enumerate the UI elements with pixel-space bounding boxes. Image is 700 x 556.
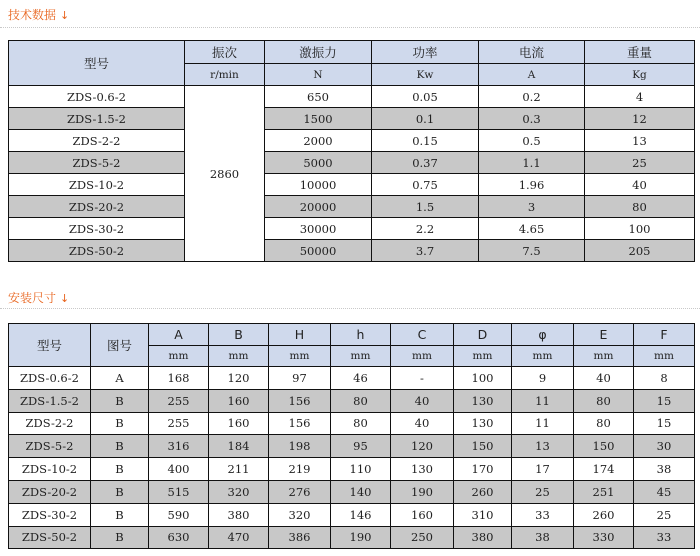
- unit-cell: mm: [574, 346, 634, 367]
- force-cell: 30000: [265, 218, 372, 240]
- current-cell: 0.2: [479, 86, 585, 108]
- column-header: D: [454, 324, 512, 346]
- model-cell: ZDS-0.6-2: [9, 86, 185, 108]
- column-header: 型号: [9, 41, 185, 86]
- section-title-install-size: [8, 289, 69, 306]
- section-divider: [0, 27, 700, 28]
- current-cell: 3: [479, 196, 585, 218]
- column-header: 激振力: [265, 41, 372, 64]
- value-cell: 40: [574, 367, 634, 390]
- header-row: [9, 41, 695, 64]
- table-row: [9, 389, 695, 412]
- value-cell: 276: [269, 480, 331, 503]
- value-cell: 156: [269, 412, 331, 435]
- current-cell: 0.5: [479, 130, 585, 152]
- value-cell: A: [91, 367, 149, 390]
- value-cell: B: [91, 389, 149, 412]
- value-cell: 150: [454, 435, 512, 458]
- value-cell: 33: [512, 503, 574, 526]
- weight-cell: 25: [585, 152, 695, 174]
- value-cell: 97: [269, 367, 331, 390]
- value-cell: 15: [634, 412, 695, 435]
- value-cell: 320: [209, 480, 269, 503]
- table-row: [9, 196, 695, 218]
- current-cell: 1.96: [479, 174, 585, 196]
- model-cell: ZDS-50-2: [9, 526, 91, 549]
- value-cell: 130: [391, 458, 454, 481]
- unit-cell: N: [265, 64, 372, 86]
- arrow-down-icon: ↓: [60, 9, 70, 22]
- column-header: φ: [512, 324, 574, 346]
- force-cell: 20000: [265, 196, 372, 218]
- value-cell: 140: [331, 480, 391, 503]
- value-cell: 190: [331, 526, 391, 549]
- column-header: C: [391, 324, 454, 346]
- value-cell: 25: [634, 503, 695, 526]
- force-cell: 1500: [265, 108, 372, 130]
- value-cell: B: [91, 458, 149, 481]
- force-cell: 650: [265, 86, 372, 108]
- value-cell: 100: [454, 367, 512, 390]
- value-cell: 515: [149, 480, 209, 503]
- power-cell: 0.15: [372, 130, 479, 152]
- value-cell: 255: [149, 389, 209, 412]
- current-cell: 7.5: [479, 240, 585, 262]
- table-row: [9, 218, 695, 240]
- unit-cell: r/min: [185, 64, 265, 86]
- table-row: [9, 152, 695, 174]
- unit-cell: A: [479, 64, 585, 86]
- value-cell: 198: [269, 435, 331, 458]
- weight-cell: 80: [585, 196, 695, 218]
- weight-cell: 100: [585, 218, 695, 240]
- value-cell: 160: [209, 412, 269, 435]
- value-cell: -: [391, 367, 454, 390]
- model-cell: ZDS-1.5-2: [9, 389, 91, 412]
- column-header: E: [574, 324, 634, 346]
- value-cell: 150: [574, 435, 634, 458]
- table-row: [9, 503, 695, 526]
- value-cell: B: [91, 412, 149, 435]
- value-cell: 380: [454, 526, 512, 549]
- model-cell: ZDS-1.5-2: [9, 108, 185, 130]
- column-header: 重量: [585, 41, 695, 64]
- model-cell: ZDS-2-2: [9, 412, 91, 435]
- column-header: 图号: [91, 324, 149, 367]
- value-cell: 38: [512, 526, 574, 549]
- header-row: [9, 324, 695, 346]
- value-cell: B: [91, 435, 149, 458]
- value-cell: B: [91, 526, 149, 549]
- value-cell: 170: [454, 458, 512, 481]
- value-cell: 146: [331, 503, 391, 526]
- value-cell: 45: [634, 480, 695, 503]
- arrow-down-icon: ↓: [60, 292, 70, 305]
- value-cell: 130: [454, 389, 512, 412]
- value-cell: 110: [331, 458, 391, 481]
- column-header: B: [209, 324, 269, 346]
- section-title-text: 技术数据: [8, 8, 57, 22]
- value-cell: 260: [574, 503, 634, 526]
- model-cell: ZDS-30-2: [9, 503, 91, 526]
- model-cell: ZDS-30-2: [9, 218, 185, 240]
- column-header: A: [149, 324, 209, 346]
- value-cell: 40: [391, 389, 454, 412]
- column-header: H: [269, 324, 331, 346]
- weight-cell: 205: [585, 240, 695, 262]
- model-cell: ZDS-10-2: [9, 458, 91, 481]
- model-cell: ZDS-50-2: [9, 240, 185, 262]
- value-cell: 320: [269, 503, 331, 526]
- value-cell: 15: [634, 389, 695, 412]
- column-header: 电流: [479, 41, 585, 64]
- value-cell: B: [91, 503, 149, 526]
- value-cell: 80: [331, 389, 391, 412]
- column-header: 功率: [372, 41, 479, 64]
- current-cell: 0.3: [479, 108, 585, 130]
- model-cell: ZDS-5-2: [9, 435, 91, 458]
- value-cell: 380: [209, 503, 269, 526]
- power-cell: 0.37: [372, 152, 479, 174]
- value-cell: 160: [209, 389, 269, 412]
- column-header: F: [634, 324, 695, 346]
- unit-cell: mm: [454, 346, 512, 367]
- model-cell: ZDS-20-2: [9, 196, 185, 218]
- unit-cell: mm: [512, 346, 574, 367]
- section-title-text: 安装尺寸: [8, 291, 57, 305]
- value-cell: 174: [574, 458, 634, 481]
- unit-cell: Kg: [585, 64, 695, 86]
- table-row: [9, 174, 695, 196]
- unit-cell: mm: [634, 346, 695, 367]
- unit-cell: mm: [149, 346, 209, 367]
- power-cell: 1.5: [372, 196, 479, 218]
- value-cell: 386: [269, 526, 331, 549]
- value-cell: 250: [391, 526, 454, 549]
- power-cell: 3.7: [372, 240, 479, 262]
- model-cell: ZDS-0.6-2: [9, 367, 91, 390]
- table-row: [9, 458, 695, 481]
- model-cell: ZDS-10-2: [9, 174, 185, 196]
- value-cell: 251: [574, 480, 634, 503]
- value-cell: 310: [454, 503, 512, 526]
- current-cell: 4.65: [479, 218, 585, 240]
- value-cell: 8: [634, 367, 695, 390]
- value-cell: 80: [574, 389, 634, 412]
- value-cell: 130: [454, 412, 512, 435]
- value-cell: 590: [149, 503, 209, 526]
- column-header: 型号: [9, 324, 91, 367]
- unit-cell: Kw: [372, 64, 479, 86]
- unit-cell: mm: [209, 346, 269, 367]
- value-cell: 219: [269, 458, 331, 481]
- table-row: [9, 108, 695, 130]
- table-row: [9, 526, 695, 549]
- value-cell: 17: [512, 458, 574, 481]
- value-cell: 184: [209, 435, 269, 458]
- value-cell: 160: [391, 503, 454, 526]
- frequency-cell: 2860: [185, 86, 265, 262]
- table-row: [9, 480, 695, 503]
- value-cell: 190: [391, 480, 454, 503]
- table-row: [9, 86, 695, 108]
- table-row: [9, 130, 695, 152]
- value-cell: 11: [512, 389, 574, 412]
- force-cell: 10000: [265, 174, 372, 196]
- tech-data-table: [8, 40, 695, 262]
- force-cell: 50000: [265, 240, 372, 262]
- value-cell: 80: [331, 412, 391, 435]
- value-cell: 95: [331, 435, 391, 458]
- table-row: [9, 435, 695, 458]
- install-size-table: [8, 323, 695, 549]
- current-cell: 1.1: [479, 152, 585, 174]
- weight-cell: 40: [585, 174, 695, 196]
- value-cell: 168: [149, 367, 209, 390]
- unit-cell: mm: [269, 346, 331, 367]
- table-row: [9, 412, 695, 435]
- value-cell: 40: [391, 412, 454, 435]
- model-cell: ZDS-5-2: [9, 152, 185, 174]
- value-cell: 13: [512, 435, 574, 458]
- table-row: [9, 367, 695, 390]
- value-cell: 30: [634, 435, 695, 458]
- value-cell: 630: [149, 526, 209, 549]
- power-cell: 0.05: [372, 86, 479, 108]
- value-cell: 11: [512, 412, 574, 435]
- value-cell: 211: [209, 458, 269, 481]
- value-cell: 330: [574, 526, 634, 549]
- value-cell: 260: [454, 480, 512, 503]
- value-cell: 25: [512, 480, 574, 503]
- power-cell: 2.2: [372, 218, 479, 240]
- section-divider: [0, 308, 700, 309]
- value-cell: 120: [391, 435, 454, 458]
- value-cell: 9: [512, 367, 574, 390]
- unit-cell: mm: [391, 346, 454, 367]
- value-cell: 255: [149, 412, 209, 435]
- weight-cell: 4: [585, 86, 695, 108]
- model-cell: ZDS-20-2: [9, 480, 91, 503]
- weight-cell: 12: [585, 108, 695, 130]
- unit-cell: mm: [331, 346, 391, 367]
- value-cell: 316: [149, 435, 209, 458]
- model-cell: ZDS-2-2: [9, 130, 185, 152]
- power-cell: 0.1: [372, 108, 479, 130]
- column-header: h: [331, 324, 391, 346]
- column-header: 振次: [185, 41, 265, 64]
- value-cell: 156: [269, 389, 331, 412]
- value-cell: 80: [574, 412, 634, 435]
- section-title-tech-data: [8, 6, 69, 23]
- power-cell: 0.75: [372, 174, 479, 196]
- value-cell: 470: [209, 526, 269, 549]
- value-cell: 120: [209, 367, 269, 390]
- force-cell: 5000: [265, 152, 372, 174]
- value-cell: 46: [331, 367, 391, 390]
- value-cell: 400: [149, 458, 209, 481]
- table-row: [9, 240, 695, 262]
- weight-cell: 13: [585, 130, 695, 152]
- value-cell: 38: [634, 458, 695, 481]
- value-cell: B: [91, 480, 149, 503]
- force-cell: 2000: [265, 130, 372, 152]
- value-cell: 33: [634, 526, 695, 549]
